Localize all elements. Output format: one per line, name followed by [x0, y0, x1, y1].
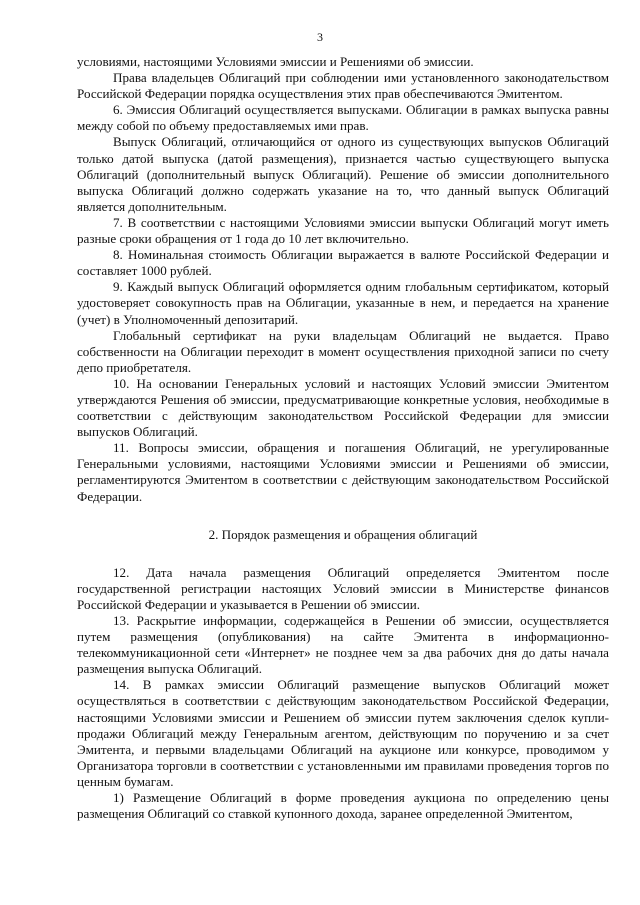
paragraph: условиями, настоящими Условиями эмиссии и Решениями об эмиссии. — [77, 54, 474, 69]
paragraph: 14. В рамках эмиссии Облигаций размещение выпусков Облигаций может осуществляться в соответствии с действующим законодательством Российской Федерации, настоящими Условиями эмиссии и Решением об эмиссии путем заключения сделок купли-продажи Облигаций между Генеральным агентом, действующим по поручению и за счет Эмитента, и первыми владельцами Облигаций на аукционе или конкурсе, проводимом у Организатора торговли в соответствии с установленными им правилами проведения торгов по ценным бумагам. — [77, 677, 609, 789]
paragraph: 13. Раскрытие информации, содержащейся в Решении об эмиссии, осуществляется путем размещения (опубликования) на сайте Эмитента в информационно-телекоммуникационной сети «Интернет» не позднее чем за два рабочих дня до даты начала размещения выпуска Облигаций. — [77, 613, 609, 677]
paragraph: 9. Каждый выпуск Облигаций оформляется одним глобальным сертификатом, который удостоверяет совокупность прав на Облигации, указанные в нем, и передается на хранение (учет) в Уполномоченный депозитарий. — [77, 279, 609, 327]
paragraph: 12. Дата начала размещения Облигаций определяется Эмитентом после государственной регистрации настоящих Условий эмиссии в Министерстве финансов Российской Федерации и указывается в Решении об эмиссии. — [77, 564, 609, 612]
page-number: 3 — [317, 30, 323, 44]
paragraph: 8. Номинальная стоимость Облигации выражается в валюте Российской Федерации и составляет 1000 рублей. — [77, 247, 609, 279]
paragraph: 1) Размещение Облигаций в форме проведения аукциона по определению цены размещения Облигаций со ставкой купонного дохода, заранее определенной Эмитентом, — [77, 790, 609, 822]
paragraph: 6. Эмиссия Облигаций осуществляется выпусками. Облигации в рамках выпуска равны между собой по объему предоставляемых ими прав. — [77, 102, 609, 134]
paragraph: 11. Вопросы эмиссии, обращения и погашения Облигаций, не урегулированные Генеральными условиями, настоящими Условиями эмиссии и Решениями об эмиссии, регламентируются Эмитентом в соответствии с действующим законодательством Российской Федерации. — [77, 440, 609, 504]
paragraph: 10. На основании Генеральных условий и настоящих Условий эмиссии Эмитентом утверждаются Решения об эмиссии, предусматривающие конкретные условия, необходимые в соответствии с действующим законодательством Российской Федерации для эмиссии выпусков Облигаций. — [77, 375, 609, 440]
document-body — [77, 54, 609, 822]
paragraph: Права владельцев Облигаций при соблюдении ими установленного законодательством Российской Федерации порядка осуществления этих прав обеспечиваются Эмитентом. — [77, 70, 609, 102]
section-heading: 2. Порядок размещения и обращения облигаций — [208, 526, 478, 542]
paragraph: Глобальный сертификат на руки владельцам Облигаций не выдается. Право собственности на Облигации переходит в момент осуществления приходной записи по счету депо приобретателя. — [77, 327, 609, 375]
paragraph: Выпуск Облигаций, отличающийся от одного из существующих выпусков Облигаций только датой выпуска (датой размещения), признается частью существующего выпуска Облигаций (дополнительный выпуск Облигаций). Решение об эмиссии дополнительного выпуска Облигаций должно содержать указание на то, что данный выпуск Облигаций является дополнительным. — [77, 134, 609, 214]
paragraph: 7. В соответствии с настоящими Условиями эмиссии выпуски Облигаций могут иметь разные сроки обращения от 1 года до 10 лет включительно. — [77, 214, 609, 247]
